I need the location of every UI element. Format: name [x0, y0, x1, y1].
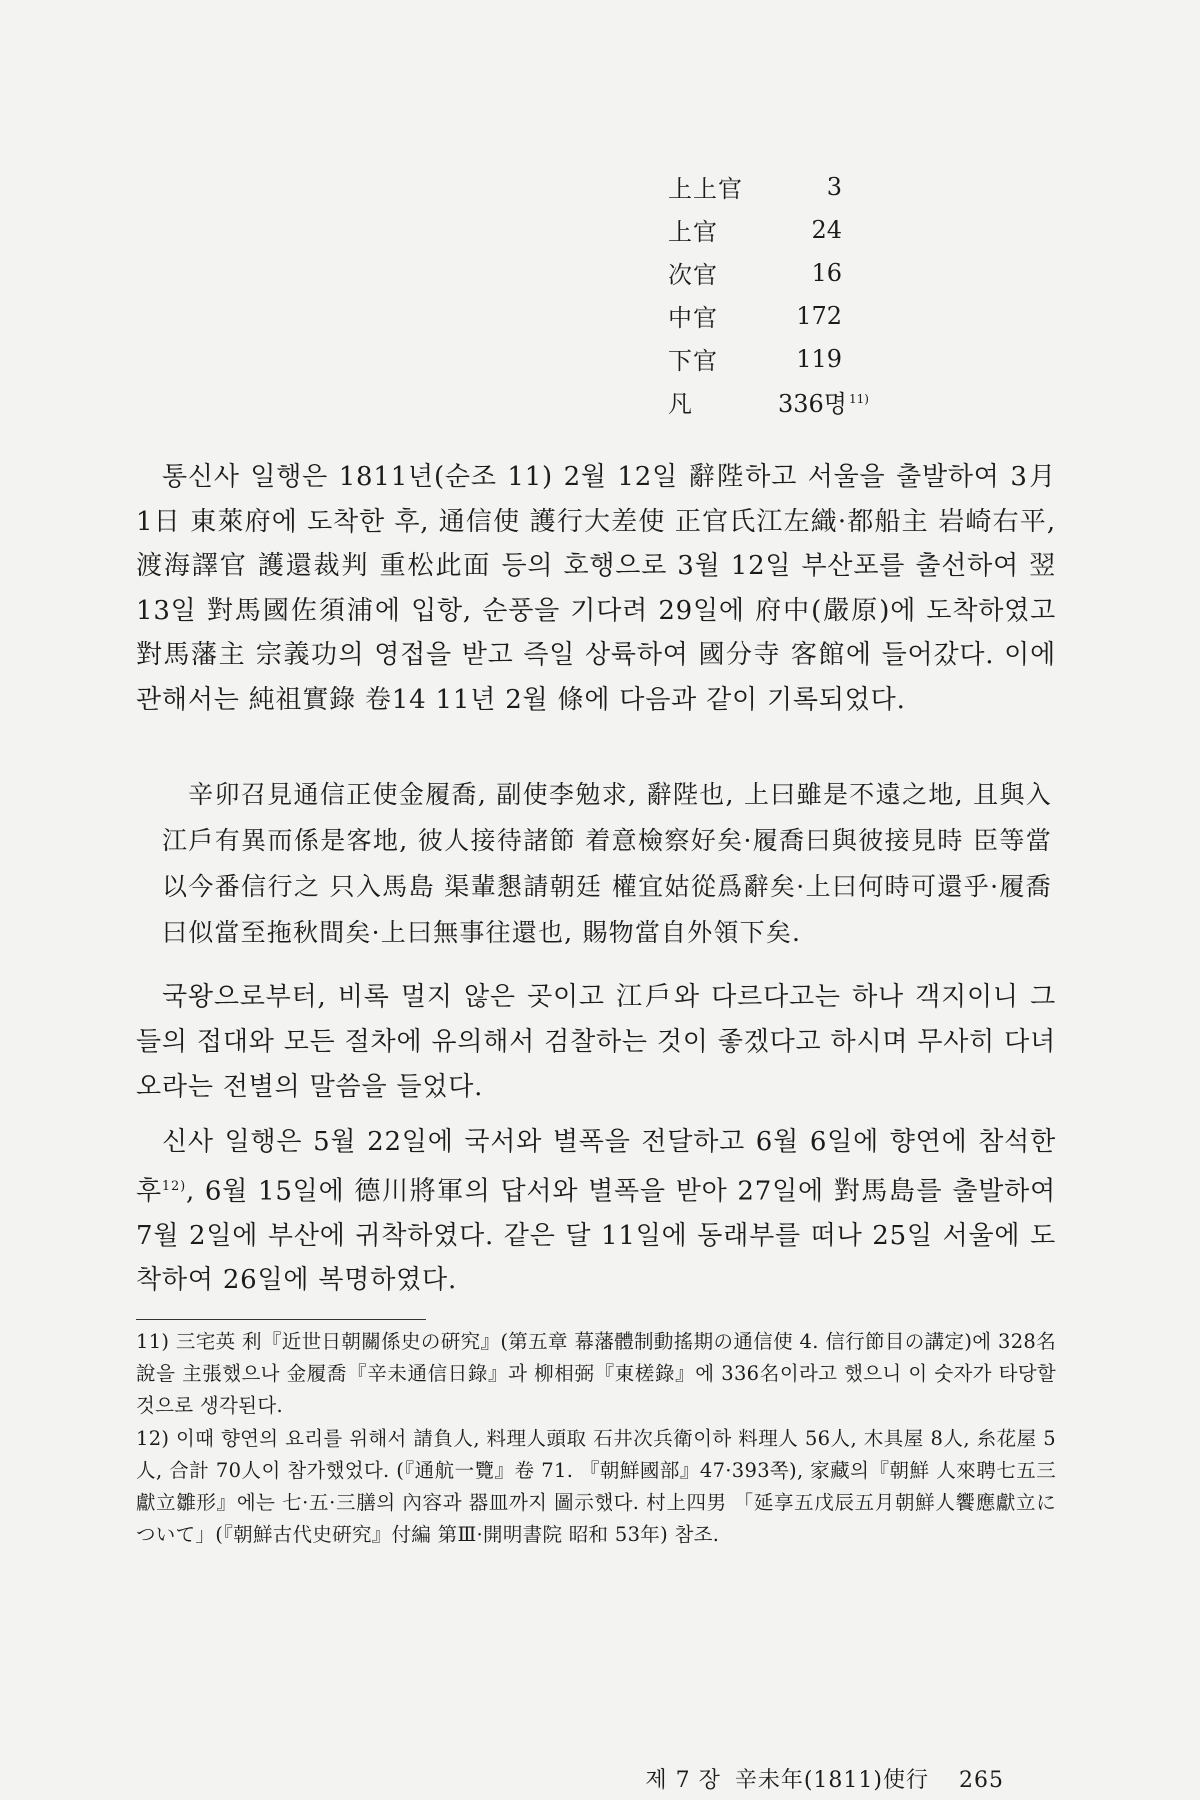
rank-row — [668, 251, 842, 294]
rank-name: 上上官 — [668, 175, 743, 203]
quoted-passage — [162, 772, 1052, 956]
footnote-12: 12) 이때 향연의 요리를 위해서 請負人, 料理人頭取 石井次兵衛이하 料理人 56人, 木具屋 8人, 糸花屋 5人, 合計 70人이 참가했었다. (『通航一覽』卷 71. 『朝鮮國部』47·393쪽), 家藏의『朝鮮 人來聘七五三獻立雛形』에는 七·五·三膳의 內容과 器皿까지 圖示했다. 村上四男 「延享五戊辰五月朝鮮人饗應獻立について」(『朝鮮古代史硏究』付編 第Ⅲ·開明書院 昭和 53年) 참조. — [136, 1427, 1056, 1546]
footnote-11: 11) 三宅英 利『近世日朝關係史の硏究』(第五章 幕藩體制動搖期の通信使 4. 信行節目の講定)에 328名說을 主張했으나 金履喬『辛未通信日錄』과 柳相弼『東槎錄』에 336名이라고 했으니 이 숫자가 타당할 것으로 생각된다. — [136, 1330, 1056, 1417]
body-paragraph-1 — [136, 455, 1056, 722]
footnote-ref-11: 11) — [849, 392, 869, 406]
rank-count-total — [778, 384, 869, 419]
chapter-title: 辛未年(1811)使行 — [734, 1768, 929, 1793]
rank-row — [668, 208, 842, 251]
total-count: 336명 — [778, 390, 847, 418]
quoted-passage-text: 辛卯召見通信正使金履喬, 副使李勉求, 辭陛也, 上曰雖是不遠之地, 且與入江戶有異而係是客地, 彼人接待諸節 着意檢察好矣·履喬曰與彼接見時 臣等當以今番信行之 只入馬島 渠輩懇請朝廷 權宜姑從爲辭矣·上曰何時可還乎·履喬曰似當至拖秋間矣·上曰無事往還也, 賜物當自外領下矣. — [162, 780, 1052, 947]
chapter-label: 제 7 장 — [645, 1768, 721, 1793]
rank-count: 172 — [796, 301, 842, 330]
body-paragraph-1-text: 통신사 일행은 1811년(순조 11) 2월 12일 辭陛하고 서울을 출발하여 3月 1日 東萊府에 도착한 후, 通信使 護行大差使 正官氏江左織·都船主 岩崎右平, 渡海譯官 護還裁判 重松此面 등의 호행으로 3월 12일 부산포를 출선하여 翌 13일 對馬國佐須浦에 입항, 순풍을 기다려 29일에 府中(嚴原)에 도착하였고 對馬藩主 宗義功의 영접을 받고 즉일 상륙하여 國分寺 客館에 들어갔다. 이에 관해서는 純祖實錄 卷14 11년 2월 條에 다음과 같이 기록되었다. — [136, 462, 1056, 715]
rank-count: 16 — [811, 258, 842, 287]
rank-row — [668, 337, 842, 380]
body-paragraph-3 — [136, 1120, 1056, 1303]
body-paragraph-3-text-a: 신사 일행은 5월 22일에 국서와 별폭을 전달하고 6월 6일에 향연에 참석한 후 — [136, 1127, 1056, 1207]
rank-name: 下官 — [668, 347, 718, 375]
rank-count: 119 — [796, 344, 842, 373]
rank-name: 中官 — [668, 304, 718, 332]
rank-table — [668, 165, 869, 423]
rank-row — [668, 165, 842, 208]
footnote-ref-12: 12) — [161, 1178, 186, 1194]
rank-count: 24 — [811, 215, 842, 244]
body-paragraph-2-text: 국왕으로부터, 비록 멀지 않은 곳이고 江戶와 다르다고는 하나 객지이니 그들의 접대와 모든 절차에 유의해서 검찰하는 것이 좋겠다고 하시며 무사히 다녀오라는 전별의 말씀을 들었다. — [136, 982, 1056, 1102]
page-number: 265 — [959, 1768, 1004, 1793]
rank-name: 次官 — [668, 261, 718, 289]
body-paragraph-2 — [136, 975, 1056, 1110]
body-paragraph-3-text-b: , 6월 15일에 德川將軍의 답서와 별폭을 받아 27일에 對馬島를 출발하여 7월 2일에 부산에 귀착하였다. 같은 달 11일에 동래부를 떠나 25일 서울에 도착하여 26일에 복명하였다. — [136, 1176, 1056, 1296]
rank-name: 凡 — [668, 390, 693, 418]
rank-row-total — [668, 380, 869, 423]
running-footer — [639, 1763, 1004, 1794]
footnote-divider — [136, 1319, 426, 1320]
rank-count: 3 — [826, 172, 842, 201]
rank-name: 上官 — [668, 218, 718, 246]
rank-row — [668, 294, 842, 337]
